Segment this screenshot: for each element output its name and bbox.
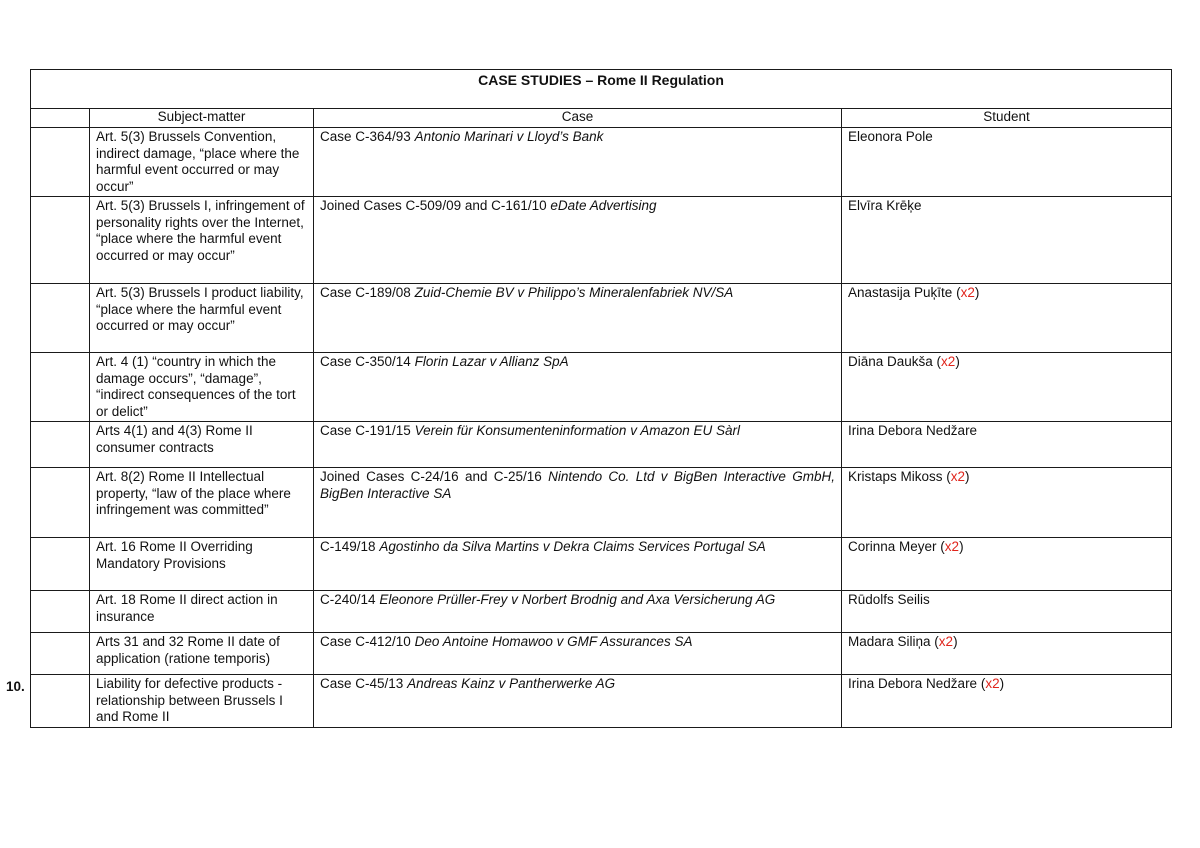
table-row: [31, 468, 1172, 538]
case-cell: [314, 422, 842, 468]
header-number: [31, 109, 90, 128]
student-name: Elvīra Krēķe: [848, 198, 922, 213]
case-cell: [314, 128, 842, 197]
case-cell: [314, 538, 842, 591]
row-number-cell: [31, 353, 90, 422]
case-name: eDate Advertising: [550, 198, 657, 213]
table-row: [31, 197, 1172, 284]
table-row: [31, 538, 1172, 591]
student-cell: [842, 591, 1172, 633]
case-reference: Case C-350/14: [320, 354, 411, 369]
case-cell: [314, 633, 842, 675]
assignment-count-mark: x2: [950, 469, 966, 484]
student-name: Irina Debora Nedžare: [848, 423, 978, 438]
student-cell: Kristaps Mikoss (x2): [842, 468, 1172, 538]
case-name: Nintendo Co. Ltd v BigBen Interactive GmbH, BigBen Interactive SA: [320, 469, 835, 501]
assignment-count-mark: x2: [941, 354, 956, 369]
header-subject: Subject-matter: [90, 109, 314, 128]
row-number-cell: [31, 633, 90, 675]
student-name: Madara Siliņa: [848, 634, 931, 649]
case-name: Agostinho da Silva Martins v Dekra Claims Services Portugal SA: [379, 539, 766, 554]
assignment-count-mark: x2: [944, 539, 960, 554]
row-number-cell: [31, 284, 90, 353]
case-name: Deo Antoine Homawoo v GMF Assurances SA: [414, 634, 693, 649]
student-name: Irina Debora Nedžare: [848, 676, 978, 691]
subject-cell: Liability for defective products - relationship between Brussels I and Rome II: [90, 675, 314, 728]
header-student: Student: [842, 109, 1172, 128]
subject-cell: Arts 31 and 32 Rome II date of application (ratione temporis): [90, 633, 314, 675]
case-reference: Joined Cases C-509/09 and C-161/10: [320, 198, 547, 213]
subject-cell: Art. 16 Rome II Overriding Mandatory Provisions: [90, 538, 314, 591]
table-row: [31, 675, 1172, 728]
case-cell: [314, 675, 842, 728]
row-number-cell: [31, 422, 90, 468]
case-studies-sheet: [30, 69, 1171, 728]
case-name: Eleonore Prüller-Frey v Norbert Brodnig and Axa Versicherung AG: [379, 592, 776, 607]
student-cell: Corinna Meyer (x2): [842, 538, 1172, 591]
case-name: Antonio Marinari v Lloyd’s Bank: [414, 129, 604, 144]
subject-cell: Art. 4 (1) “country in which the damage occurs”, “damage”, “indirect consequences of the tort or delict”: [90, 353, 314, 422]
case-reference: Case C-364/93: [320, 129, 411, 144]
table-row: [31, 633, 1172, 675]
student-name: Eleonora Pole: [848, 129, 933, 144]
case-name: Andreas Kainz v Pantherwerke AG: [407, 676, 616, 691]
student-name: Kristaps Mikoss: [848, 469, 943, 484]
student-name: Diāna Daukša: [848, 354, 933, 369]
table-row: [31, 353, 1172, 422]
case-cell: [314, 284, 842, 353]
row-number-cell: [31, 675, 90, 728]
row-number-cell: [31, 197, 90, 284]
row-number-cell: [31, 591, 90, 633]
header-case: Case: [314, 109, 842, 128]
case-name: Florin Lazar v Allianz SpA: [414, 354, 569, 369]
table-row: [31, 591, 1172, 633]
assignment-count-mark: x2: [960, 285, 975, 300]
student-cell: Irina Debora Nedžare (x2): [842, 675, 1172, 728]
student-name: Corinna Meyer: [848, 539, 937, 554]
case-name: Verein für Konsumenteninformation v Amazon EU Sàrl: [414, 423, 740, 438]
subject-cell: Art. 18 Rome II direct action in insurance: [90, 591, 314, 633]
case-reference: Case C-191/15: [320, 423, 411, 438]
row-number-cell: [31, 468, 90, 538]
table-row: [31, 284, 1172, 353]
subject-cell: Art. 8(2) Rome II Intellectual property, “law of the place where infringement was committed”: [90, 468, 314, 538]
student-cell: [842, 197, 1172, 284]
assignment-count-mark: x2: [985, 676, 1000, 691]
case-cell: [314, 197, 842, 284]
row-number-cell: [31, 128, 90, 197]
header-row: [31, 109, 1172, 128]
title-row: [31, 70, 1172, 109]
case-reference: Case C-189/08: [320, 285, 411, 300]
table-row: [31, 422, 1172, 468]
student-cell: [842, 128, 1172, 197]
case-cell: [314, 591, 842, 633]
student-name: Rūdolfs Seilis: [848, 592, 930, 607]
assignment-count-mark: x2: [938, 634, 954, 649]
student-cell: [842, 422, 1172, 468]
case-reference: C-149/18: [320, 539, 376, 554]
subject-cell: Art. 5(3) Brussels I, infringement of personality rights over the Internet, “place where the harmful event occurred or may occur”: [90, 197, 314, 284]
table-title: CASE STUDIES – Rome II Regulation: [31, 70, 1172, 109]
case-reference: Case C-45/13: [320, 676, 404, 691]
subject-cell: Art. 5(3) Brussels Convention, indirect damage, “place where the harmful event occurred or may occur”: [90, 128, 314, 197]
subject-cell: Art. 5(3) Brussels I product liability, “place where the harmful event occurred or may occur”: [90, 284, 314, 353]
row-number-cell: [31, 538, 90, 591]
subject-cell: Arts 4(1) and 4(3) Rome II consumer contracts: [90, 422, 314, 468]
student-cell: Diāna Daukša (x2): [842, 353, 1172, 422]
case-reference: C-240/14: [320, 592, 376, 607]
student-cell: Anastasija Puķīte (x2): [842, 284, 1172, 353]
row-number-10: 10.: [6, 679, 25, 694]
case-reference: Joined Cases C-24/16 and C-25/16: [320, 469, 542, 484]
student-cell: Madara Siliņa (x2): [842, 633, 1172, 675]
case-reference: Case C-412/10: [320, 634, 411, 649]
case-name: Zuid-Chemie BV v Philippo’s Mineralenfabriek NV/SA: [414, 285, 734, 300]
case-cell: [314, 468, 842, 538]
student-name: Anastasija Puķīte: [848, 285, 953, 300]
table-row: [31, 128, 1172, 197]
case-studies-table: [30, 69, 1172, 728]
case-cell: [314, 353, 842, 422]
